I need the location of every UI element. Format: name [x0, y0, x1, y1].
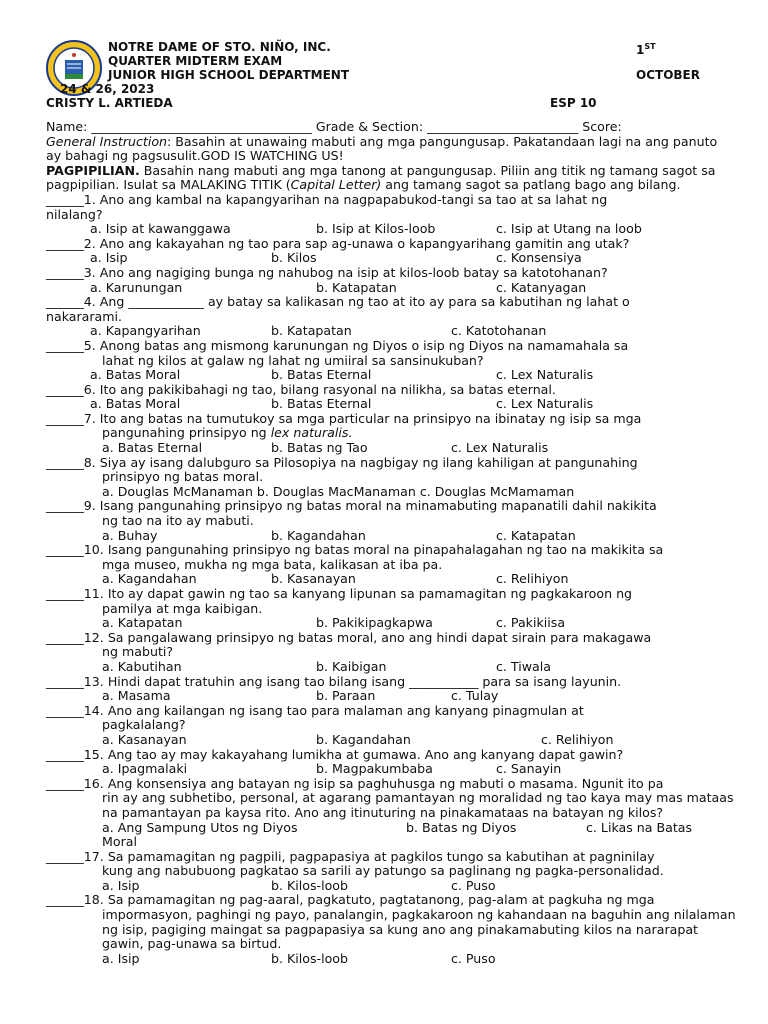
- question-text: 17. Sa pamamagitan ng pagpili, pagpapasiya at pagkilos tungo sa kabutihan at pagninilay: [83, 848, 655, 864]
- question-item: [46, 587, 736, 631]
- choice-option: c. Katotohanan: [451, 323, 547, 339]
- choice-option: a. Kapangyarihan: [90, 323, 201, 339]
- general-instruction: [46, 135, 736, 164]
- choice-option: a. Masama: [102, 688, 171, 704]
- quarter-label: 1ST: [636, 42, 656, 57]
- answer-blank[interactable]: ______: [46, 410, 84, 426]
- choice-option: b. Kilos-loob: [271, 950, 348, 966]
- choices-row: [46, 281, 736, 296]
- answer-blank[interactable]: ______: [46, 673, 84, 689]
- exam-days: 24 & 26, 2023: [60, 82, 155, 96]
- choices-row: [46, 733, 736, 748]
- question-text-italic: lex naturalis.: [270, 425, 353, 441]
- question-item: [46, 543, 736, 587]
- score-label: Score:: [582, 119, 622, 134]
- choice-option: a. Isip: [90, 250, 128, 266]
- choice-option: a. Batas Eternal: [102, 440, 203, 456]
- question-item: [46, 456, 736, 500]
- choice-option: b. Batas Eternal: [271, 396, 372, 412]
- choice-option: a. Kasanayan: [102, 731, 187, 747]
- choices-row: [46, 441, 736, 456]
- question-list: [46, 193, 736, 966]
- choice-option: c. Tiwala: [496, 658, 551, 674]
- choice-option: c. Pakikiisa: [496, 615, 566, 631]
- exam-body: [46, 120, 736, 966]
- question-item: [46, 266, 736, 295]
- question-text-continued: kung ang nabubuong pagkatao sa sarili ay patungo sa paglinang ng pagka-personalidad.: [102, 863, 664, 879]
- choice-option: c. Lex Naturalis: [496, 396, 594, 412]
- choice-option: a. Isip: [102, 877, 140, 893]
- choice-option: c. Konsensiya: [496, 250, 582, 266]
- question-text: 7. Ito ang batas na tumutukoy sa mga particular na prinsipyo na ibinatay ng isip sa mga: [83, 410, 642, 426]
- answer-blank[interactable]: ______: [46, 264, 84, 280]
- student-info-line: [46, 120, 736, 135]
- choices-row: [46, 222, 736, 237]
- question-item: [46, 704, 736, 748]
- choice-option: b. Kagandahan: [271, 527, 366, 543]
- question-text-continued: lahat ng kilos at galaw ng lahat ng umiiral sa sansinukuban?: [102, 352, 484, 368]
- answer-blank[interactable]: ______: [46, 586, 84, 601]
- choice-option: a. Katapatan: [102, 615, 183, 631]
- choices-row: [46, 572, 736, 587]
- choice-option: b. Kagandahan: [316, 731, 411, 747]
- choice-option: b. Kilos-loob: [271, 877, 348, 893]
- question-text-continued: ng tao na ito ay mabuti.: [102, 513, 254, 529]
- instruction-label: General Instruction: [46, 133, 168, 149]
- choice-option-continued: Moral: [102, 834, 137, 850]
- choice-option: b. Pakikipagkapwa: [316, 615, 433, 631]
- answer-blank[interactable]: ______: [46, 498, 84, 514]
- choices-row: [46, 689, 736, 704]
- subject-code: ESP 10: [550, 96, 597, 110]
- question-text-continued: rin ay ang subhetibo, personal, at agarang pamantayan ng moralidad ng tao kaya may mas mataas na pamantayan pa kaysa rito. Ano ang itinuturing na pinakamataas na batayan ng kilos?: [102, 790, 734, 820]
- question-text-continued: nilalang?: [46, 206, 103, 222]
- choice-option: a. Ang Sampung Utos ng Diyos: [102, 819, 298, 835]
- choice-option: c. Lex Naturalis: [496, 367, 594, 383]
- choice-option: b. Batas ng Tao: [271, 440, 368, 456]
- choice-option: c. Puso: [451, 877, 496, 893]
- answer-blank[interactable]: ______: [46, 454, 84, 470]
- teacher-name: CRISTY L. ARTIEDA: [46, 96, 173, 110]
- choice-option: b. Batas Eternal: [271, 367, 372, 383]
- answer-blank[interactable]: ______: [46, 629, 84, 645]
- question-text: 6. Ito ang pakikibahagi ng tao, bilang rasyonal na nilikha, sa batas eternal.: [83, 381, 556, 397]
- choices-row: [46, 879, 736, 894]
- choice-option: c. Puso: [451, 950, 496, 966]
- choices-row: [46, 397, 736, 412]
- choice-option: a. Ipagmalaki: [102, 761, 188, 777]
- question-text: 3. Ano ang nagiging bunga ng nahubog na isip at kilos-loob batay sa katotohanan?: [83, 264, 608, 280]
- department-name: JUNIOR HIGH SCHOOL DEPARTMENT: [108, 68, 350, 82]
- choices-row: [46, 529, 736, 544]
- question-text: 16. Ang konsensiya ang batayan ng isip sa paghuhusga ng mabuti o masama. Ngunit ito pa: [83, 775, 664, 791]
- choices-row: [46, 952, 736, 967]
- answer-blank[interactable]: ______: [46, 294, 84, 310]
- question-text: 10. Isang pangunahing prinsipyo ng batas moral na pinapahalagahan ng tao na makikita sa: [83, 542, 664, 558]
- question-item: [46, 499, 736, 543]
- question-text: 12. Sa pangalawang prinsipyo ng batas moral, ano ang hindi dapat sirain para makagawa: [83, 629, 652, 645]
- question-item: [46, 412, 736, 456]
- choices-row: [46, 660, 736, 675]
- exam-title: QUARTER MIDTERM EXAM: [108, 54, 283, 68]
- question-item: [46, 383, 736, 412]
- question-item: [46, 850, 736, 894]
- question-item: [46, 777, 736, 850]
- question-text-continued: pamilya at mga kaibigan.: [102, 600, 263, 616]
- choice-option: a. Kagandahan: [102, 571, 197, 587]
- choices-row: [46, 821, 736, 836]
- choice-option: b. Magpakumbaba: [316, 761, 433, 777]
- question-text: 4. Ang ____________ ay batay sa kalikasan ng tao at ito ay para sa kabutihan ng lahat o: [83, 294, 630, 310]
- question-text: 9. Isang pangunahing prinsipyo ng batas moral na minamabuting mapanatili dahil nakikita: [83, 498, 657, 514]
- choice-option: c. Relihiyon: [496, 571, 569, 587]
- answer-blank[interactable]: ______: [46, 337, 84, 353]
- answer-blank[interactable]: ______: [46, 381, 84, 397]
- choice-option: a. Batas Moral: [90, 367, 181, 383]
- name-blank: ___________________________________: [91, 119, 312, 134]
- question-text: 14. Ano ang kailangan ng isang tao para malaman ang kanyang pinagmulan at: [83, 702, 584, 718]
- answer-blank[interactable]: ______: [46, 542, 84, 558]
- school-name: NOTRE DAME OF STO. NIÑO, INC.: [108, 40, 331, 54]
- question-item: [46, 295, 736, 339]
- answer-blank[interactable]: ______: [46, 746, 84, 762]
- choice-option: a. Isip: [102, 950, 140, 966]
- choice-option: b. Katapatan: [316, 279, 397, 295]
- answer-blank[interactable]: ______: [46, 892, 84, 908]
- choices-row: [46, 616, 736, 631]
- section-directions: PAGPIPILIAN. Basahin nang mabuti ang mga tanong at pangungusap. Piliin ang titik ng tamang sagot sa pagpipilian. Isulat sa MALAKING TITIK (Capital Letter) ang tamang sagot sa patlang bago ang bilang.: [46, 162, 716, 193]
- choices-row: [46, 368, 736, 383]
- choice-option: b. Batas ng Diyos: [406, 819, 517, 835]
- choices-row: [46, 485, 736, 500]
- choices-row: [46, 251, 736, 266]
- choice-option: b. Kasanayan: [271, 571, 356, 587]
- choice-option: c. Katanyagan: [496, 279, 587, 295]
- answer-blank[interactable]: ______: [46, 848, 84, 864]
- exam-month: OCTOBER: [636, 68, 700, 82]
- answer-blank[interactable]: ______: [46, 702, 84, 718]
- answer-blank[interactable]: ______: [46, 775, 84, 791]
- question-text-continued: prinsipyo ng batas moral.: [102, 469, 264, 485]
- section-title: PAGPIPILIAN.: [46, 162, 140, 178]
- choice-option: a. Karunungan: [90, 279, 183, 295]
- choice-option: a. Douglas McManaman b. Douglas MacManaman c. Douglas McMamaman: [102, 483, 575, 499]
- choices-row: [46, 324, 736, 339]
- question-item: [46, 631, 736, 675]
- choice-option: c. Sanayin: [496, 761, 562, 777]
- choice-option: b. Isip at Kilos-loob: [316, 221, 436, 237]
- question-text: 2. Ano ang kakayahan ng tao para sap ag-unawa o kapangyarihang gamitin ang utak?: [83, 235, 630, 251]
- question-item: [46, 339, 736, 383]
- choice-option: b. Kilos: [271, 250, 317, 266]
- exam-header: [46, 38, 736, 110]
- question-text: 15. Ang tao ay may kakayahang lumikha at gumawa. Ano ang kanyang dapat gawin?: [83, 746, 624, 762]
- question-text: 11. Ito ay dapat gawin ng tao sa kanyang lipunan sa pamamagitan ng pagkakaroon ng: [83, 586, 633, 601]
- answer-blank[interactable]: ______: [46, 191, 84, 207]
- choice-option: a. Isip at kawanggawa: [90, 221, 231, 237]
- choice-option: c. Isip at Utang na loob: [496, 221, 642, 237]
- question-text: 13. Hindi dapat tratuhin ang isang tao bilang isang ___________ para sa isang layunin.: [83, 673, 622, 689]
- question-item: [46, 675, 736, 704]
- question-text: 18. Sa pamamagitan ng pag-aaral, pagkatuto, pagtatanong, pag-alam at pagkuha ng mga: [83, 892, 655, 908]
- choice-option: a. Buhay: [102, 527, 158, 543]
- question-text-continued: mga museo, mukha ng mga bata, kalikasan at iba pa.: [102, 556, 443, 572]
- question-text-continued: impormasyon, paghingi ng payo, panalangin, pagkakaroon ng kahandaan na baguhin ang nilalaman ng isip, pagiging maingat sa pagpapasiya sa kung ano ang pinakamabuting kilos na nararapat gawin, pag-unawa sa birtud.: [102, 907, 736, 952]
- choice-option: c. Katapatan: [496, 527, 576, 543]
- question-item: [46, 893, 736, 966]
- choice-option: b. Katapatan: [271, 323, 352, 339]
- name-label: Name:: [46, 119, 88, 134]
- choice-option: b. Kaibigan: [316, 658, 387, 674]
- choice-option: c. Relihiyon: [541, 731, 614, 747]
- instruction-text: : Basahin at unawaing mabuti ang mga pangungusap. Pakatandaan lagi na ang panuto ay bahagi ng pagsusulit.GOD IS WATCHING US!: [46, 133, 718, 164]
- choice-option: c. Lex Naturalis: [451, 440, 549, 456]
- question-text: 1. Ano ang kambal na kapangyarihan na nagpapabukod-tangi sa tao at sa lahat ng: [83, 191, 608, 207]
- question-text-continued: pagkalalang?: [102, 717, 186, 733]
- choice-option: b. Paraan: [316, 688, 376, 704]
- choice-option: a. Kabutihan: [102, 658, 182, 674]
- grade-section-label: Grade & Section:: [315, 119, 424, 134]
- question-text: 5. Anong batas ang mismong karunungan ng Diyos o isip ng Diyos na namamahala sa: [83, 337, 629, 353]
- choice-option: c. Likas na Batas: [586, 819, 693, 835]
- choice-option: c. Tulay: [451, 688, 499, 704]
- question-text-continued: nakararami.: [46, 308, 123, 324]
- question-text-continued: ng mabuti?: [102, 644, 174, 660]
- question-text: 8. Siya ay isang dalubguro sa Pilosopiya na nagbigay ng ilang kahiligan at pangunahing: [83, 454, 638, 470]
- answer-blank[interactable]: ______: [46, 235, 84, 251]
- question-item: [46, 193, 736, 237]
- choice-option: a. Batas Moral: [90, 396, 181, 412]
- question-item: [46, 748, 736, 777]
- choices-row: [46, 762, 736, 777]
- question-item: [46, 237, 736, 266]
- question-text-continued: pangunahing prinsipyo ng: [102, 425, 271, 441]
- grade-section-blank: ________________________: [427, 119, 579, 134]
